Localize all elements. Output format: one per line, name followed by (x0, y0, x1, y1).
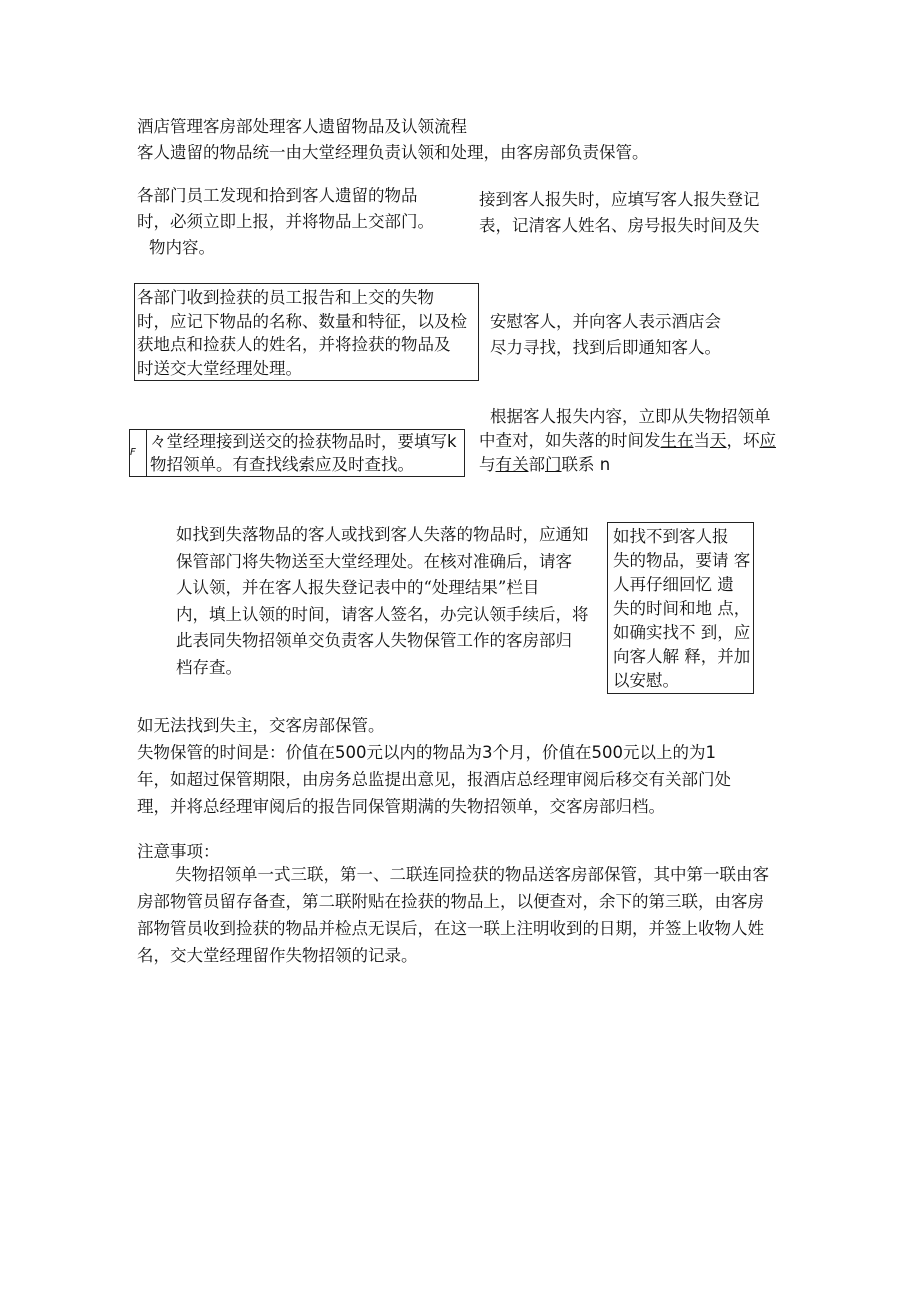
notes-text: 失物招领单一式三联，第一、二联连同捡获的物品送客房部保管，其中第一联由客 房部物管员留存备查，第二联附贴在捡获的物品上，以便查对，余下的第三联，由客房 部物管员收到捡获的物品并检点无误后，在这一联上注明收到的日期，并签上收物人姓 名，交大堂经理留作失物招领的记录。 (137, 865, 769, 965)
no-owner-text: 如无法找到失主，交客房部保管。 (137, 716, 385, 735)
step-check-register: 根据客人报失内容，立即从失物招领单 中查对，如失落的时间发生在当天，坏应 与有关部门联系 n (479, 407, 776, 474)
intro-text: 客人遗留的物品统一由大堂经理负责认领和处理，由客房部负责保管。 (137, 143, 649, 162)
step-manager-register: 々堂经理接到送交的捡获物品时，要填写k 物招领单。有查找线索应及时查找。 (150, 432, 457, 474)
dept-record-box: 各部门收到捡获的员工报告和上交的失物 时，应记下物品的名称、数量和特征，以及检 获地点和捡获人的姓名，并将捡获的物品及 时送交大堂经理处理。 (134, 283, 479, 381)
step-found-items: 各部门员工发现和拾到客人遗留的物品 时，必须立即上报，并将物品上交部门。 物内容。 (137, 186, 434, 257)
step-comfort-guest: 安慰客人，并向客人表示酒店会 尽力寻找，找到后即通知客人。 (490, 312, 721, 357)
box-margin-mark: F (130, 447, 136, 458)
step-claim-procedure: 如找到失落物品的客人或找到客人失落的物品时，应通知 保管部门将失物送至大堂经理处。在核对准确后，请客 人认领，并在客人报失登记表中的“处理结果”栏目 内，填上认领的时间，请客人签名，办完认领手续后，将 此表同失物招领单交负责客人失物保管工作的客房部归 档存查。 (176, 525, 589, 677)
storage-period-text: 失物保管的时间是：价值在500元以内的物品为3个月，价值在500元以上的为1 年，如超过保管期限，由房务总监提出意见，报酒店总经理审阅后移交有关部门处 理，并将总经理审阅后的报告同保管期满的失物招领单，交客房部归档。 (137, 743, 731, 816)
step-loss-report: 接到客人报失时，应填写客人报失登记 表，记清客人姓名、房号报失时间及失 (479, 190, 760, 235)
not-found-box: 如找不到客人报 失的物品，要请 客 人再仔细回忆 遗 失的时间和地 点， 如确实找不 到，应 向客人解 释，并加 以安慰。 (607, 522, 754, 694)
page-title: 酒店管理客房部处理客人遗留物品及认领流程 (137, 117, 467, 136)
notes-title: 注意事项： (137, 842, 220, 861)
